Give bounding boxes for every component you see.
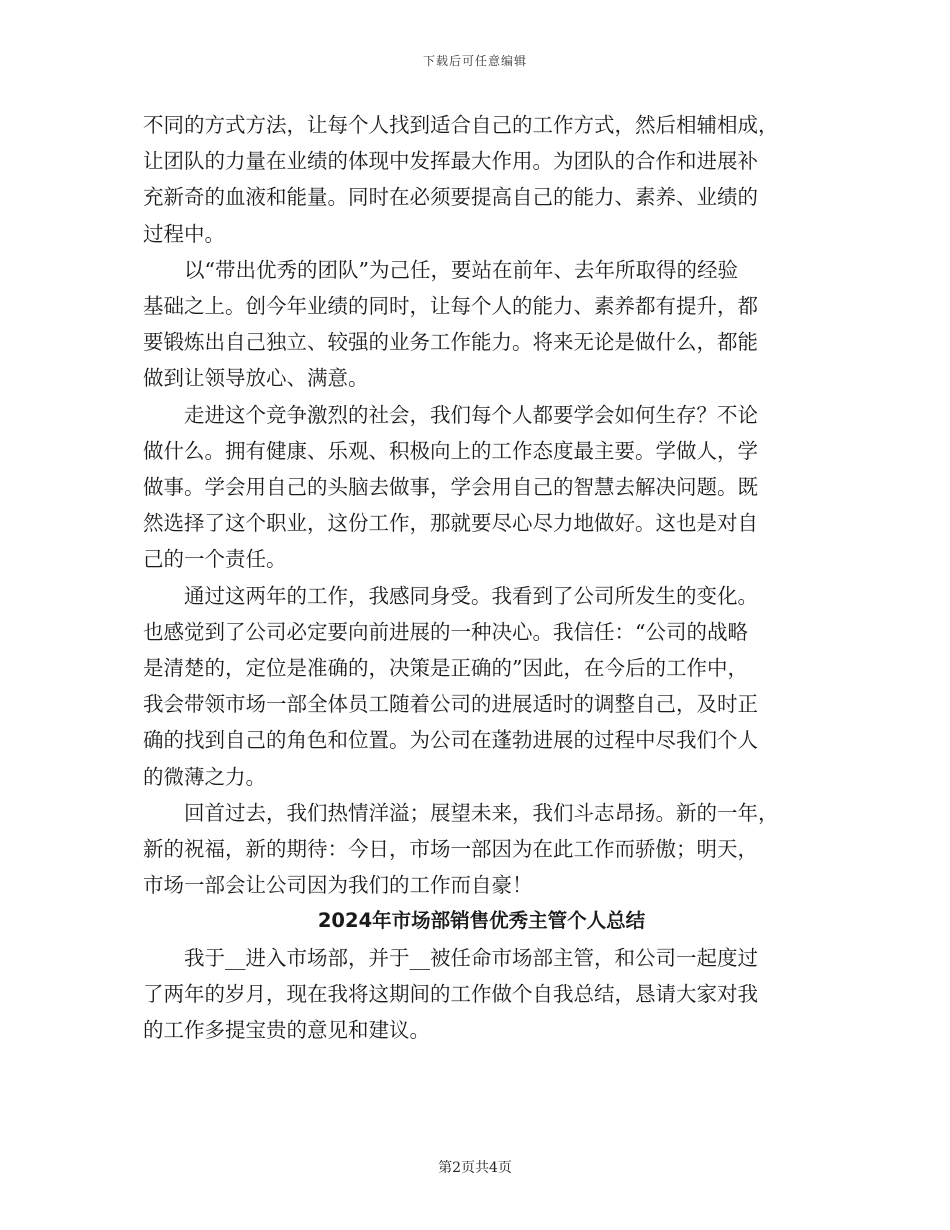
text-line: 通过这两年的工作，我感同身受。我看到了公司所发生的变化。 bbox=[143, 583, 758, 608]
text-line: 做到让领导放心、满意。 bbox=[143, 366, 369, 391]
text-line: 也感觉到了公司必定要向前进展的一种决心。我信任：“公司的战略 bbox=[143, 619, 748, 644]
text-line: 新的祝福，新的期待：今日，市场一部因为在此工作而骄傲；明天， bbox=[143, 837, 758, 862]
text-line: 确的找到自己的角色和位置。为公司在蓬勃进展的过程中尽我们个人 bbox=[143, 728, 758, 753]
text-line: 我会带领市场一部全体员工随着公司的进展适时的调整自己，及时正 bbox=[143, 692, 758, 717]
section-paragraph-group bbox=[143, 940, 808, 1049]
paragraph bbox=[143, 107, 808, 252]
text-line: 不同的方式方法，让每个人找到适合自己的工作方式，然后相辅相成， bbox=[143, 113, 779, 137]
text-line: 市场一部会让公司因为我们的工作而自豪！ bbox=[143, 873, 533, 898]
text-line: 做事。学会用自己的头脑去做事，学会用自己的智慧去解决问题。既 bbox=[143, 475, 758, 500]
text-line: 我于__进入市场部，并于__被任命市场部主管，和公司一起度过 bbox=[143, 945, 758, 970]
page-footer: 第2页共4页 bbox=[438, 1160, 512, 1176]
paragraph bbox=[143, 252, 808, 397]
text-line: 然选择了这个职业，这份工作，那就要尽心尽力地做好。这也是对自 bbox=[143, 511, 758, 536]
text-line: 走进这个竞争激烈的社会，我们每个人都要学会如何生存？不论 bbox=[143, 402, 758, 427]
paragraph bbox=[143, 795, 808, 904]
text-line: 是清楚的，定位是准确的，决策是正确的”因此，在今后的工作中， bbox=[143, 656, 748, 681]
paragraph bbox=[143, 578, 808, 795]
text-line: 做什么。拥有健康、乐观、积极向上的工作态度最主要。学做人，学 bbox=[143, 438, 758, 463]
text-line: 以“带出优秀的团队”为己任，要站在前年、去年所取得的经验 bbox=[143, 257, 738, 282]
text-line: 充新奇的血液和能量。同时在必须要提高自己的能力、素养、业绩的 bbox=[143, 185, 758, 210]
paragraph-group bbox=[143, 107, 808, 903]
text-line: 回首过去，我们热情洋溢；展望未来，我们斗志昂扬。新的一年， bbox=[143, 800, 779, 825]
text-line: 己的一个责任。 bbox=[143, 547, 287, 572]
text-line: 基础之上。创今年业绩的同时，让每个人的能力、素养都有提升，都 bbox=[143, 294, 758, 319]
paragraph bbox=[143, 940, 808, 1049]
text-line: 了两年的岁月，现在我将这期间的工作做个自我总结，恳请大家对我 bbox=[143, 981, 758, 1006]
text-line: 过程中。 bbox=[143, 221, 225, 246]
text-line: 要锻炼出自己独立、较强的业务工作能力。将来无论是做什么，都能 bbox=[143, 330, 758, 355]
text-line: 让团队的力量在业绩的体现中发挥最大作用。为团队的合作和进展补 bbox=[143, 149, 758, 174]
text-line: 的微薄之力。 bbox=[143, 764, 266, 789]
section-title: 2024年市场部销售优秀主管个人总结 bbox=[317, 909, 646, 933]
document-body bbox=[143, 107, 808, 1048]
page-header: 下载后可任意编辑 bbox=[422, 54, 527, 68]
paragraph bbox=[143, 397, 808, 578]
text-line: 的工作多提宝贵的意见和建议。 bbox=[143, 1018, 430, 1043]
